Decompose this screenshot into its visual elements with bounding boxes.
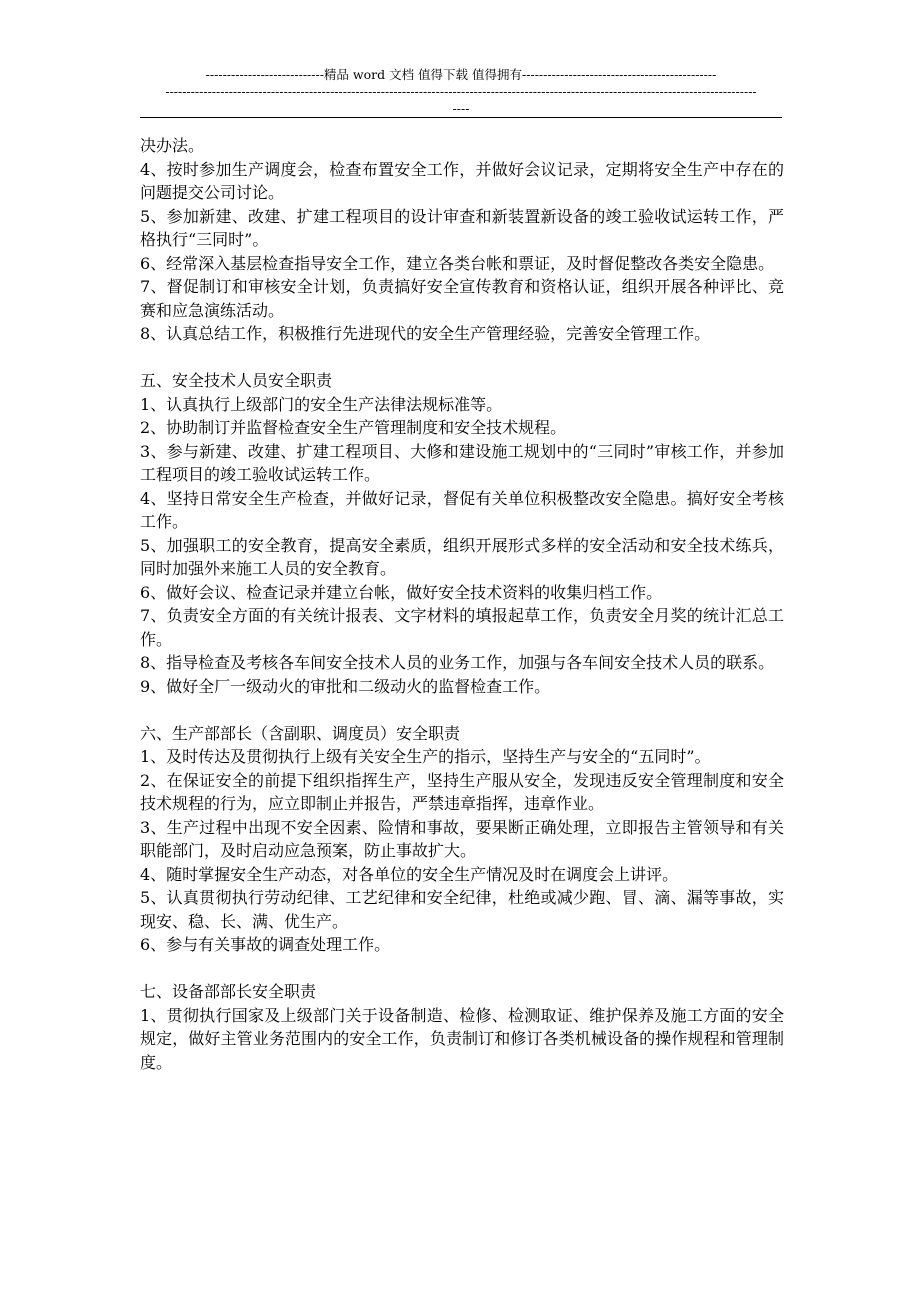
paragraph: 1、及时传达及贯彻执行上级有关安全生产的指示，坚持生产与安全的“五同时”。 bbox=[140, 747, 711, 766]
section-production-minister bbox=[140, 722, 784, 957]
paragraph: 决办法。 bbox=[140, 136, 205, 155]
paragraph: 4、坚持日常安全生产检查，并做好记录，督促有关单位积极整改安全隐患。搞好安全考核工作。 bbox=[140, 488, 784, 531]
section-equipment-minister bbox=[140, 980, 784, 1074]
header-line-3: ---- bbox=[452, 101, 470, 116]
paragraph: 3、生产过程中出现不安全因素、险情和事故，要果断正确处理，立即报告主管领导和有关职能部门，及时启动应急预案，防止事故扩大。 bbox=[140, 817, 784, 860]
paragraph: 5、认真贯彻执行劳动纪律、工艺纪律和安全纪律，杜绝或减少跑、冒、滴、漏等事故，实现安、稳、长、满、优生产。 bbox=[140, 888, 784, 931]
document-body bbox=[140, 134, 784, 1074]
paragraph: 8、指导检查及考核各车间安全技术人员的业务工作，加强与各车间安全技术人员的联系。 bbox=[140, 653, 775, 672]
paragraph: 6、做好会议、检查记录并建立台帐，做好安全技术资料的收集归档工作。 bbox=[140, 582, 663, 602]
paragraph: 3、参与新建、改建、扩建工程项目、大修和建设施工规划中的“三同时”审核工作，并参加工程项目的竣工验收试运转工作。 bbox=[140, 441, 784, 484]
section-heading: 六、生产部部长（含副职、调度员）安全职责 bbox=[140, 723, 461, 743]
paragraph: 1、贯彻执行国家及上级部门关于设备制造、检修、检测取证、维护保养及施工方面的安全规定，做好主管业务范围内的安全工作，负责制订和修订各类机械设备的操作规程和管理制度。 bbox=[140, 1005, 784, 1072]
section-spacer bbox=[140, 698, 784, 722]
paragraph: 2、在保证安全的前提下组织指挥生产，坚持生产服从安全，发现违反安全管理制度和安全技术规程的行为，应立即制止并报告，严禁违章指挥，违章作业。 bbox=[140, 770, 784, 813]
paragraph: 4、随时掌握安全生产动态，对各单位的安全生产情况及时在调度会上讲评。 bbox=[140, 864, 679, 884]
paragraph: 7、督促制订和审核安全计划，负责搞好安全宣传教育和资格认证，组织开展各种评比、竞赛和应急演练活动。 bbox=[140, 277, 784, 320]
paragraph: 1、认真执行上级部门的安全生产法律法规标准等。 bbox=[140, 394, 503, 414]
section-heading: 五、安全技术人员安全职责 bbox=[140, 371, 333, 390]
paragraph: 9、做好全厂一级动火的审批和二级动火的监督检查工作。 bbox=[140, 676, 551, 696]
section-spacer bbox=[140, 957, 784, 981]
paragraph: 8、认真总结工作，积极推行先进现代的安全生产管理经验，完善安全管理工作。 bbox=[140, 324, 711, 343]
header-line-2: -------------------------------------------------------------------------------------------------------------------------------------------- bbox=[165, 84, 757, 99]
paragraph: 7、负责安全方面的有关统计报表、文字材料的填报起草工作，负责安全月奖的统计汇总工作。 bbox=[140, 606, 784, 649]
section-spacer bbox=[140, 346, 784, 370]
paragraph: 5、参加新建、改建、扩建工程项目的设计审查和新装置新设备的竣工验收试运转工作，严格执行“三同时”。 bbox=[140, 206, 784, 249]
paragraph: 6、经常深入基层检查指导安全工作，建立各类台帐和票证，及时督促整改各类安全隐患。 bbox=[140, 253, 775, 273]
section-continuation bbox=[140, 134, 784, 346]
paragraph: 5、加强职工的安全教育，提高安全素质，组织开展形式多样的安全活动和安全技术练兵，同时加强外来施工人员的安全教育。 bbox=[140, 535, 784, 578]
header-line-1: ----------------------------精品 word 文档 值得下载 值得拥有---------------------------------------------- bbox=[205, 67, 717, 82]
page-header bbox=[140, 66, 782, 117]
header-divider bbox=[140, 117, 782, 118]
paragraph: 6、参与有关事故的调查处理工作。 bbox=[140, 935, 391, 954]
paragraph: 4、按时参加生产调度会，检查布置安全工作，并做好会议记录，定期将安全生产中存在的问题提交公司讨论。 bbox=[140, 159, 784, 202]
section-safety-technician bbox=[140, 369, 784, 698]
paragraph: 2、协助制订并监督检查安全生产管理制度和安全技术规程。 bbox=[140, 418, 567, 437]
section-heading: 七、设备部部长安全职责 bbox=[140, 982, 317, 1001]
